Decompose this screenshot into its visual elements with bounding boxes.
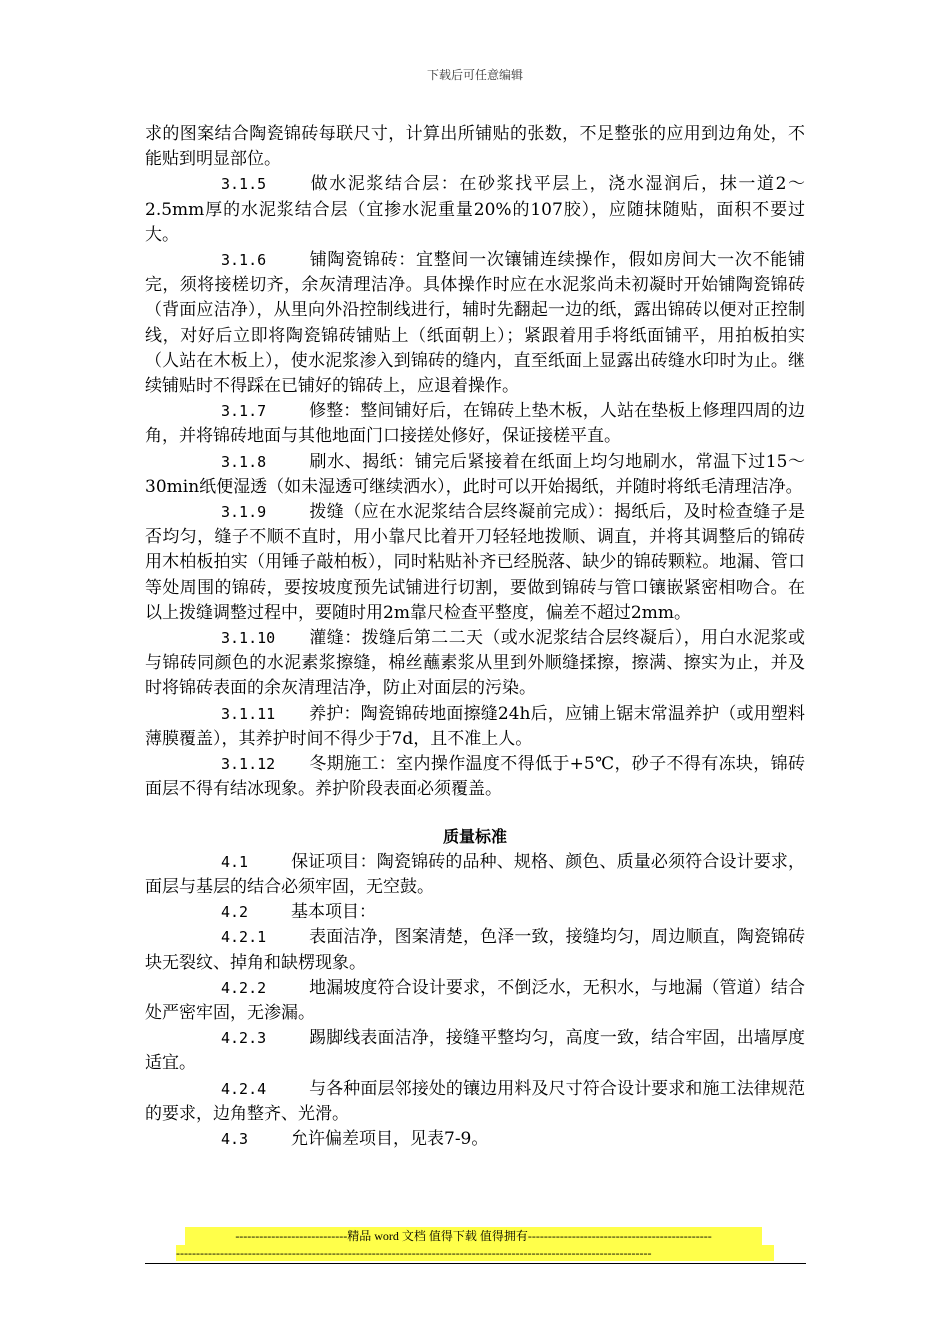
clause-text: 修整：整间铺好后，在锦砖上垫木板，人站在垫板上修理四周的边角，并将锦砖地面与其他地面门口接搓处修好，保证接槎平直。 xyxy=(145,401,805,447)
clause-number: 4.2 xyxy=(221,903,249,922)
clause-4-1 xyxy=(145,850,805,900)
clause-number: 4.2.3 xyxy=(221,1029,267,1048)
document-body xyxy=(145,122,805,1152)
clause-text: 拨缝（应在水泥浆结合层终凝前完成）：揭纸后，及时检查缝子是否均匀，缝子不顺不直时，用小靠尺比着开刀轻轻地拨顺、调直，并将其调整后的锦砖用木柏板拍实（用锤子敲柏板），同时粘贴补齐已经脱落、缺少的锦砖颗粒。地漏、管口等处周围的锦砖，要按坡度预先试铺进行切割，要做到锦砖与管口镶嵌紧密相吻合。在以上拨缝调整过程中，要随时用2m靠尺检查平整度，偏差不超过2mm。 xyxy=(145,502,805,623)
clause-number: 4.1 xyxy=(221,852,249,871)
footer-dash-line: ----------------------------------------------------------------------------------------------------------------------- xyxy=(176,1245,774,1261)
clause-text: 基本项目： xyxy=(291,902,376,923)
clause-3-1-12 xyxy=(145,752,805,802)
clause-number: 3.1.10 xyxy=(221,629,276,648)
clause-text: 允许偏差项目，见表7-9。 xyxy=(291,1128,489,1149)
clause-3-1-6 xyxy=(145,248,805,399)
clause-number: 3.1.5 xyxy=(221,175,267,194)
section-heading: 质量标准 xyxy=(442,827,507,847)
clause-text: 灌缝：拨缝后第二二天（或水泥浆结合层终凝后），用白水泥浆或与锦砖同颜色的水泥素浆擦缝，棉丝蘸素浆从里到外顺缝揉擦，擦满、擦实为止，并及时将锦砖表面的余灰清理洁净，防止对面层的污染。 xyxy=(145,628,805,699)
clause-4-3 xyxy=(145,1127,805,1152)
clause-text: 刷水、揭纸：铺完后紧接着在纸面上均匀地刷水，常温下过15～30min纸便湿透（如未湿透可继续洒水），此时可以开始揭纸，并随时将纸毛清理洁净。 xyxy=(145,451,805,497)
clause-text: 做水泥浆结合层：在砂浆找平层上，浇水湿润后，抹一道2～2.5mm厚的水泥浆结合层（宜掺水泥重量20%的107胶），应随抹随贴，面积不要过大。 xyxy=(145,174,805,245)
clause-text: 保证项目：陶瓷锦砖的品种、规格、颜色、质量必须符合设计要求，面层与基层的结合必须牢固，无空鼓。 xyxy=(145,851,805,897)
footer-rule xyxy=(145,1263,806,1264)
clause-number: 4.2.2 xyxy=(221,978,267,997)
clause-3-1-5 xyxy=(145,172,805,248)
clause-number: 3.1.6 xyxy=(221,251,267,270)
clause-3-1-7 xyxy=(145,399,805,449)
clause-3-1-8 xyxy=(145,450,805,500)
clause-text: 冬期施工：室内操作温度不得低于+5℃，砂子不得有冻块，锦砖面层不得有结冰现象。养护阶段表面必须覆盖。 xyxy=(145,754,805,800)
paragraph-text: 求的图案结合陶瓷锦砖每联尺寸，计算出所铺贴的张数，不足整张的应用到边角处，不能贴到明显部位。 xyxy=(145,124,805,170)
header-note: 下载后可任意编辑 xyxy=(426,68,523,82)
clause-4-2-4 xyxy=(145,1077,805,1127)
clause-text: 与各种面层邻接处的镶边用料及尺寸符合设计要求和施工法律规范的要求，边角整齐、光滑。 xyxy=(145,1078,805,1124)
clause-3-1-9 xyxy=(145,500,805,626)
footer-banner: ----------------------------精品 word 文档 值得下载 值得拥有---------------------------------------------- xyxy=(185,1227,762,1245)
clause-3-1-10 xyxy=(145,626,805,702)
clause-4-2 xyxy=(145,900,805,925)
clause-number: 4.2.4 xyxy=(221,1079,267,1098)
clause-number: 4.2.1 xyxy=(221,928,267,947)
paragraph-continuation xyxy=(145,122,805,172)
clause-4-2-2 xyxy=(145,976,805,1026)
clause-number: 3.1.11 xyxy=(221,704,276,723)
clause-text: 地漏坡度符合设计要求，不倒泛水，无积水，与地漏（管道）结合处严密牢固，无渗漏。 xyxy=(145,977,805,1023)
clause-4-2-1 xyxy=(145,925,805,975)
clause-number: 3.1.12 xyxy=(221,755,276,774)
clause-number: 3.1.8 xyxy=(221,452,267,471)
clause-text: 铺陶瓷锦砖：宜整间一次镶铺连续操作，假如房间大一次不能铺完，须将接槎切齐，余灰清理洁净。具体操作时应在水泥浆尚未初凝时开始铺陶瓷锦砖（背面应洁净），从里向外沿控制线进行，辅时先翻起一边的纸，露出锦砖以便对正控制线，对好后立即将陶瓷锦砖铺贴上（纸面朝上）；紧跟着用手将纸面铺平，用拍板拍实（人站在木板上），使水泥浆渗入到锦砖的缝内，直至纸面上显露出砖缝水印时为止。继续铺贴时不得踩在已铺好的锦砖上，应退着操作。 xyxy=(145,250,805,397)
clause-number: 3.1.7 xyxy=(221,402,267,421)
clause-text: 表面洁净，图案清楚，色泽一致，接缝均匀，周边顺直，陶瓷锦砖块无裂纹、掉角和缺楞现象。 xyxy=(145,927,805,973)
clause-4-2-3 xyxy=(145,1026,805,1076)
clause-number: 4.3 xyxy=(221,1129,249,1148)
clause-number: 3.1.9 xyxy=(221,503,267,522)
clause-text: 养护：陶瓷锦砖地面擦缝24h后，应铺上锯末常温养护（或用塑料薄膜覆盖），其养护时间不得少于7d，且不准上人。 xyxy=(145,703,805,749)
clause-3-1-11 xyxy=(145,702,805,752)
clause-text: 踢脚线表面洁净，接缝平整均匀，高度一致，结合牢固，出墙厚度适宜。 xyxy=(145,1028,805,1074)
